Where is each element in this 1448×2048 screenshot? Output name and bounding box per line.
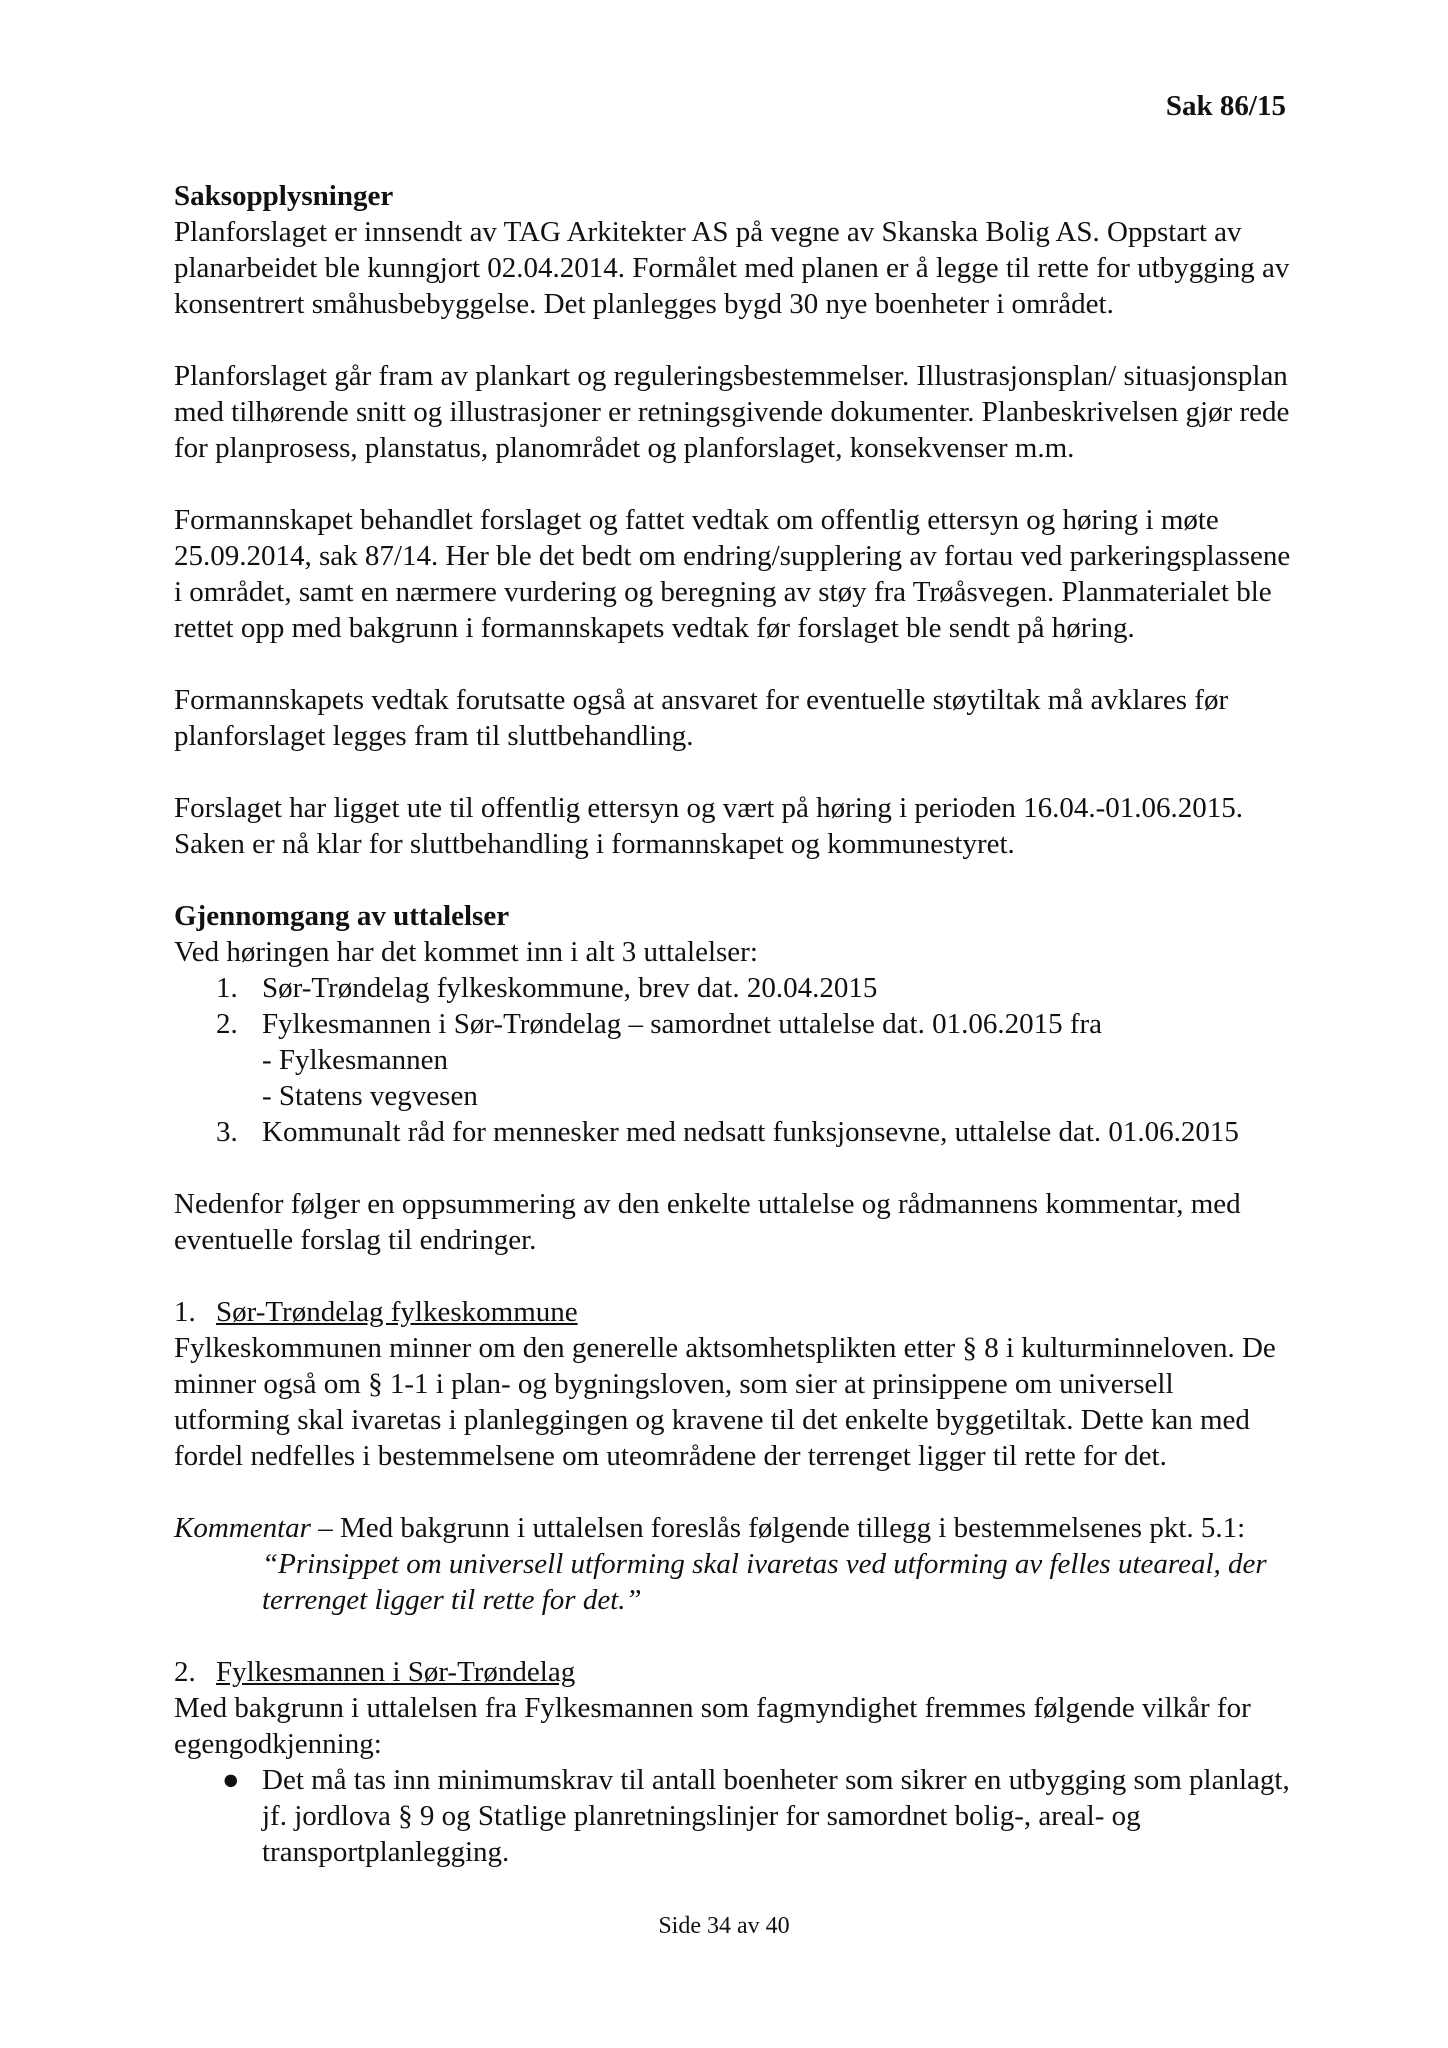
condition-text: Det må tas inn minimumskrav til antall boenheter som sikrer en utbygging som planlagt, jf. jordlova § 9 og Statlige planretningslinjer for samordnet bolig-, areal- og transportplanlegging. [262, 1764, 1290, 1868]
list-number: 3. [216, 1116, 238, 1148]
hearing-list [174, 970, 1294, 1150]
bullet-icon: ● [222, 1764, 240, 1796]
heading-gjennomgang: Gjennomgang av uttalelser [174, 900, 510, 932]
list-text: Fylkesmannen i Sør-Trøndelag – samordnet uttalelse dat. 01.06.2015 fra [262, 1008, 1103, 1040]
page-footer: Side 34 av 40 [658, 1913, 790, 1939]
comment-text: – Med bakgrunn i uttalelsen foreslås følgende tillegg i bestemmelsenes pkt. 5.1: [310, 1512, 1246, 1544]
conditions-list [174, 1762, 1294, 1870]
hearing-intro: Ved høringen har det kommet inn i alt 3 uttalelser: [174, 936, 758, 968]
proposed-addition-quote: “Prinsippet om universell utforming skal ivaretas ved utforming av felles uteareal, der terrenget ligger til rette for det.” [262, 1548, 1267, 1616]
section-title-text: Sør-Trøndelag fylkeskommune [216, 1296, 578, 1328]
section-2-body: Med bakgrunn i uttalelsen fra Fylkesmannen som fagmyndighet fremmes følgende vilkår for egengodkjenning: [174, 1692, 1251, 1760]
section-1-body: Fylkeskommunen minner om den generelle aktsomhetsplikten etter § 8 i kulturminneloven. De minner også om § 1-1 i plan- og bygningsloven, som sier at prinsippene om universell utforming skal ivaretas i planleggingen og kravene til det enkelte byggetiltak. Dette kan med fordel nedfelles i bestemmelsene om uteområdene der terrenget ligger til rette for det. [174, 1332, 1276, 1472]
list-text: Kommunalt råd for mennesker med nedsatt funksjonsevne, uttalelse dat. 01.06.2015 [262, 1116, 1239, 1148]
list-item [174, 1114, 1294, 1150]
list-text: Sør-Trøndelag fylkeskommune, brev dat. 20.04.2015 [262, 972, 878, 1004]
summary-paragraph: Nedenfor følger en oppsummering av den enkelte uttalelse og rådmannens kommentar, med eventuelle forslag til endringer. [174, 1188, 1241, 1256]
sub-item: - Statens vegvesen [262, 1080, 478, 1112]
list-number: 1. [216, 972, 238, 1004]
paragraph: Formannskapet behandlet forslaget og fattet vedtak om offentlig ettersyn og høring i møte 25.09.2014, sak 87/14. Her ble det bedt om endring/supplering av fortau ved parkeringsplassene i området, samt en nærmere vurdering og beregning av støy fra Trøåsvegen. Planmaterialet ble rettet opp med bakgrunn i formannskapets vedtak før forslaget ble sendt på høring. [174, 504, 1291, 644]
case-reference: Sak 86/15 [1165, 90, 1286, 122]
paragraph: Planforslaget er innsendt av TAG Arkitekter AS på vegne av Skanska Bolig AS. Oppstart av planarbeidet ble kunngjort 02.04.2014. Formålet med planen er å legge til rette for utbygging av konsentrert småhusbebyggelse. Det planlegges bygd 30 nye boenheter i området. [174, 216, 1290, 320]
paragraph: Planforslaget går fram av plankart og reguleringsbestemmelser. Illustrasjonsplan/ situasjonsplan med tilhørende snitt og illustrasjoner er retningsgivende dokumenter. Planbeskrivelsen gjør rede for planprosess, planstatus, planområdet og planforslaget, konsekvenser m.m. [174, 360, 1290, 464]
list-number: 2. [216, 1008, 238, 1040]
section-2-title [174, 1654, 1294, 1690]
section-number: 2. [174, 1656, 196, 1688]
comment [174, 1510, 1294, 1546]
document-body [174, 178, 1294, 1870]
sub-item: - Fylkesmannen [262, 1044, 449, 1076]
paragraph: Forslaget har ligget ute til offentlig ettersyn og vært på høring i perioden 16.04.-01.06.2015. Saken er nå klar for sluttbehandling i formannskapet og kommunestyret. [174, 792, 1244, 860]
list-item [174, 970, 1294, 1006]
section-title-text: Fylkesmannen i Sør-Trøndelag [216, 1656, 576, 1688]
section-1-title [174, 1294, 1294, 1330]
list-item [174, 1762, 1294, 1870]
section-number: 1. [174, 1296, 196, 1328]
heading-saksopplysninger: Saksopplysninger [174, 180, 394, 212]
comment-label: Kommentar [174, 1512, 311, 1544]
list-item [174, 1006, 1294, 1114]
paragraph: Formannskapets vedtak forutsatte også at ansvaret for eventuelle støytiltak må avklares før planforslaget legges fram til sluttbehandling. [174, 684, 1229, 752]
